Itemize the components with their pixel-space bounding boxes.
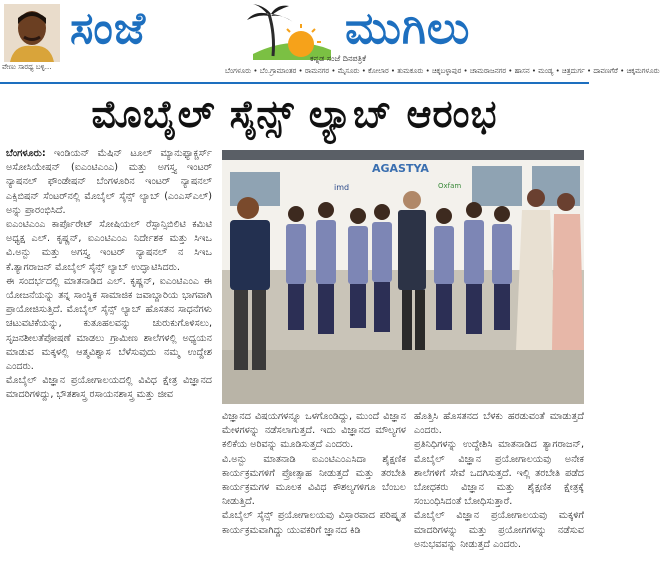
- article-paragraph: ಈ ಸಂದರ್ಭದಲ್ಲಿ ಮಾತನಾಡಿದ ಎಲ್. ಕೃಷ್ಣನ್, ಐಎಂಟಿಎಂಎ ಈ ಯೋಜನೆಯನ್ನು ತನ್ನ ಸಾಂಸ್ಥಿಕ ಸಾಮಾಜಿಕ ಜವಾಬ್ದಾರಿಯ ಭಾಗವಾಗಿ ಪ್ರಾಯೋಜಿಸುತ್ತಿದೆ. ಮೊಬೈಲ್ ಸೈನ್ಸ್ ಲ್ಯಾಬ್ ಹೊಸತನ ಸಾಧನೆಗಳು ಚಟುವಟಿಕೆಯನ್ನು, ಕುತೂಹಲವನ್ನು ಚುರುಕುಗೊಳಿಸಲು, ಸೃಜನಶೀಲತೆಪೋಷಣೆ ಮಾಡಲು ಗ್ರಾಮೀಣ ಶಾಲೆಗಳಲ್ಲಿ ಅಧ್ಯಯನ ಮಾಡುವ ಮಕ್ಕಳಲ್ಲಿ ಆತ್ಮವಿಶ್ವಾಸ ಬೆಳೆಸುವುದು ನಮ್ಮ ಉದ್ದೇಶ ಎಂದರು.: [6, 275, 212, 373]
- bus-logo-text: imd: [334, 183, 350, 192]
- masthead-tagline: ಕನ್ನಡ ಸಂಜೆ ದಿನಪತ್ರಿಕೆ: [310, 54, 367, 63]
- masthead-title-part2: ಮುಗಿಲು: [345, 3, 471, 54]
- article-column-right: [414, 410, 584, 582]
- article-paragraph: ವಿಜ್ಞಾನದ ವಿಷಯಗಳನ್ನೂ ಒಳಗೊಂಡಿದ್ದು, ಮುಂದೆ ವಿಜ್ಞಾನ ಮೇಳಗಳನ್ನು ನಡೆಸಲಾಗುತ್ತದೆ. ಇದು ವಿಜ್ಞಾನದ ಮೌಲ್ಯಗಳ ಕಲಿಕೆಯ ಅರಿವನ್ನು ಮೂಡಿಸುತ್ತದೆ ಎಂದರು.: [222, 411, 406, 451]
- paragraph-text: ಇಂಡಿಯನ್ ಮೆಷಿನ್ ಟೂಲ್ ಮ್ಯಾನುಫ್ಯಾಕ್ಚರ್ಸ್ ಅಸೋಸಿಯೇಷನ್ (ಐಎಂಟಿಎಂಎ) ಮತ್ತು ಅಗಸ್ತ್ಯ ಇಂಟರ್ ನ್ಯಾಷನಲ್ ಫೌಂಡೇಷನ್ ಬೆಂಗಳೂರಿನ ಇಂಟರ್ ನ್ಯಾಷನಲ್ ಎಕ್ಸಿಬಿಷನ್ ಸೆಂಟರ್‌ನಲ್ಲಿ ಮೊಬೈಲ್ ಸೈನ್ಸ್ ಲ್ಯಾಬ್ (ಎಂಎಸ್‌ಎಲ್) ಅನ್ನು ಪ್ರಾರಂಭಿಸಿದೆ.: [6, 148, 212, 216]
- article-paragraph: ಐಎಂಟಿಎಂಎ ಕಾರ್ಪೊರೇಟ್ ಸೋಷಿಯಲ್ ರೆಸ್ಪಾನ್ಸಿಬಿಲಿಟಿ ಕಮಿಟಿ ಅಧ್ಯಕ್ಷ ಎಲ್. ಕೃಷ್ಣನ್, ಐಎಂಟಿಎಂಎ ನಿರ್ದೇಶಕ ಮತ್ತು ಸಿಇಒ ವಿ.ಅನ್ಬು ಮತ್ತು ಅಗಸ್ತ್ಯ ಇಂಟರ್ ನ್ಯಾಷನಲ್ ನ ಸಿಇಒ ಕೆ.ತ್ಯಾಗರಾಜನ್ ಮೊಬೈಲ್ ಸೈನ್ಸ್ ಲ್ಯಾಬ್ ಉದ್ಘಾಟಿಸಿದರು.: [6, 219, 212, 273]
- event-photo: [222, 150, 584, 404]
- article-paragraph: ಮೊಬೈಲ್ ವಿಜ್ಞಾನ ಪ್ರಯೋಗಾಲಯವು ಮಕ್ಕಳಿಗೆ ಮಾದರಿಗಳನ್ನು ಮತ್ತು ಪ್ರಯೋಗಗಳನ್ನು ನಡೆಸುವ ಅನುಭವವನ್ನು ನೀಡುತ್ತದೆ ಎಂದರು.: [414, 510, 584, 550]
- palm-sunset-logo-icon: [235, 4, 335, 60]
- article-paragraph: ವಿ.ಅನ್ಬು ಮಾತನಾಡಿ ಐಎಂಟಿಎಂಎಸಿದಾ ಶೈಕ್ಷಣಿಕ ಕಾರ್ಯಕ್ರಮಗಳಿಗೆ ಪ್ರೋತ್ಸಾಹ ನೀಡುತ್ತದೆ ಮತ್ತು ತರಬೇತಿ ಕಾರ್ಯಕ್ರಮಗಳ ಮೂಲಕ ವಿವಿಧ ಕೌಶಲ್ಯಗಳಿಗೂ ಬೆಂಬಲ ನೀಡುತ್ತಿದೆ.: [222, 453, 406, 508]
- columnist-portrait: [4, 4, 60, 62]
- article-paragraph: ಪ್ರತಿನಿಧಿಗಳನ್ನು ಉದ್ದೇಶಿಸಿ ಮಾತನಾಡಿದ ತ್ಯಾಗರಾಜನ್, ಮೊಬೈಲ್ ವಿಜ್ಞಾನ ಪ್ರಯೋಗಾಲಯವು ಅನೇಕ ಶಾಲೆಗಳಿಗೆ ಸೇವೆ ಒದಗಿಸುತ್ತದೆ. ಇಲ್ಲಿ ತರಬೇತಿ ಪಡೆದ ಬೋಧಕರು ವಿಜ್ಞಾನ ಮತ್ತು ಶೈಕ್ಷಣಿಕ ಕ್ಷೇತ್ರಕ್ಕೆ ಸಂಬಂಧಿಸಿದಂತೆ ಬೋಧಿಸುತ್ತಾರೆ.: [414, 439, 584, 508]
- article-headline: ಮೊಬೈಲ್ ಸೈನ್ಸ್ ಲ್ಯಾಬ್ ಆರಂಭ: [91, 92, 498, 136]
- editions-list: ಬೆಂಗಳೂರು • ಬೆಂ.ಗ್ರಾಮಾಂತರ • ರಾಮನಗರ • ಮೈಸೂರು • ಕೋಲಾರ • ತುಮಕೂರು • ಚಿಕ್ಕಬಳ್ಳಾಪುರ • ಚಾಮರಾಜನಗರ • ಹಾಸನ • ಮಂಡ್ಯ • ಚಿತ್ರದುರ್ಗ • ದಾವಣಗೆರೆ • ಚಿಕ್ಕಮಗಳೂರು: [225, 67, 660, 75]
- masthead-divider: [0, 82, 589, 84]
- masthead-title-part1: ಸಂಜೆ: [70, 3, 147, 54]
- article-paragraph: [6, 147, 212, 218]
- portrait-caption: ವೇಣು ಸಾರಥ್ಯ ಬಳ್ಳಿ...: [2, 63, 52, 71]
- bus-right-logo-text: Oxfam: [438, 182, 462, 190]
- article-paragraph: ಹೊತ್ತಿಸಿ ಹೊಸತನದ ಬೆಳಕು ಹರಡುವಂತೆ ಮಾಡುತ್ತದೆ ಎಂದರು.: [414, 411, 584, 437]
- masthead: [0, 0, 660, 84]
- columnist-photo-image: [4, 4, 60, 62]
- article-column-left: [6, 147, 212, 583]
- dateline: ಬೆಂಗಳೂರು:: [6, 148, 46, 159]
- article-paragraph: ಮೊಬೈಲ್ ವಿಜ್ಞಾನ ಪ್ರಯೋಗಾಲಯದಲ್ಲಿ ವಿವಿಧ ಕ್ಷೇತ್ರ ವಿಜ್ಞಾನದ ಮಾದರಿಗಳಿದ್ದು, ಭೌತಶಾಸ್ತ್ರ ರಸಾಯನಶಾಸ್ತ್ರ ಮತ್ತು ಜೀವ: [6, 375, 212, 401]
- bus-brand-text: AGASTYA: [372, 162, 429, 175]
- article-paragraph: ಮೊಬೈಲ್ ಸೈನ್ಸ್ ಪ್ರಯೋಗಾಲಯವು ವಿಸ್ತಾರವಾದ ಪರಿಷ್ಕೃತ ಕಾರ್ಯಕ್ರಮವಾಗಿದ್ದು ಯುವಕರಿಗೆ ಜ್ಞಾನದ ಕಿಡಿ: [222, 510, 406, 536]
- article-column-middle: [222, 410, 406, 582]
